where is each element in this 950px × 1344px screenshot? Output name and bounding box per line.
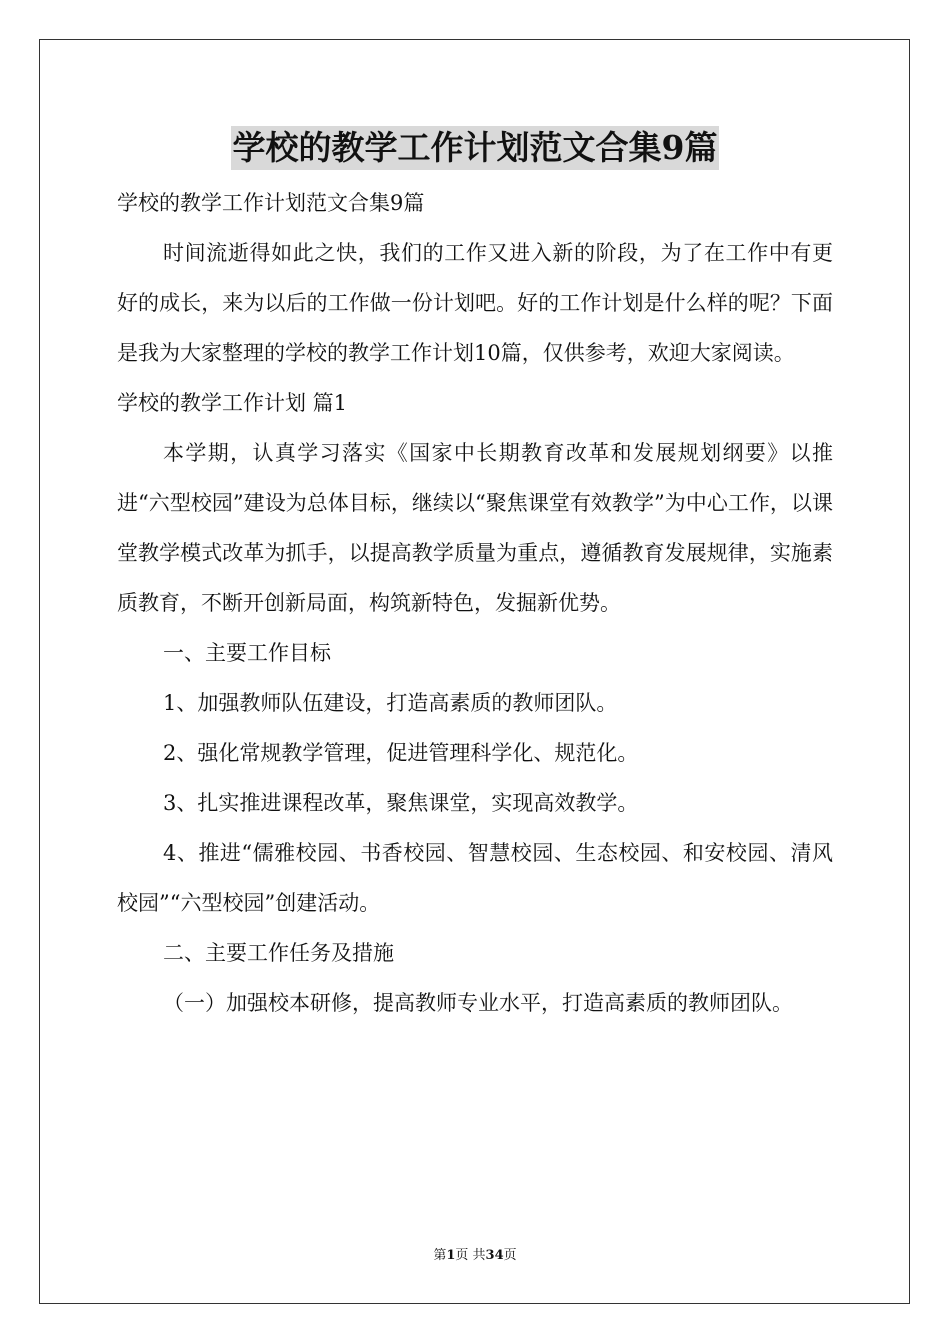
paragraph: （一）加强校本研修，提高教师专业水平，打造高素质的教师团队。	[163, 991, 793, 1015]
page-footer	[0, 1247, 950, 1265]
page-suffix: 页	[503, 1248, 517, 1263]
title-container	[0, 126, 950, 170]
section-heading: 学校的教学工作计划 篇1	[117, 391, 348, 415]
section-heading: 一、主要工作目标	[163, 641, 331, 665]
page-total: 34	[485, 1248, 504, 1263]
list-item: 1、加强教师队伍建设，打造高素质的教师团队。	[163, 691, 618, 715]
paragraph: 学校的教学工作计划范文合集9篇	[117, 191, 425, 215]
list-item: 2、强化常规教学管理，促进管理科学化、规范化。	[163, 741, 639, 765]
page-mid: 页 共	[455, 1248, 486, 1263]
section-heading: 二、主要工作任务及措施	[163, 941, 394, 965]
paragraph: 本学期，认真学习落实《国家中长期教育改革和发展规划纲要》以推进“六型校园”建设为总体目标，继续以“聚焦课堂有效教学”为中心工作，以课堂教学模式改革为抓手，以提高教学质量为重点，遵循教育发展规律，实施素质教育，不断开创新局面，构筑新特色，发掘新优势。	[117, 441, 833, 615]
paragraph: 时间流逝得如此之快，我们的工作又进入新的阶段，为了在工作中有更好的成长，来为以后的工作做一份计划吧。好的工作计划是什么样的呢？下面是我为大家整理的学校的教学工作计划10篇，仅供参考，欢迎大家阅读。	[117, 241, 833, 365]
list-item: 3、扎实推进课程改革，聚焦课堂，实现高效教学。	[163, 791, 639, 815]
page-current: 1	[446, 1248, 456, 1263]
page-prefix: 第	[433, 1248, 447, 1263]
document-title: 学校的教学工作计划范文合集9篇	[231, 126, 720, 170]
list-item: 4、推进“儒雅校园、书香校园、智慧校园、生态校园、和安校园、清风校园”“六型校园”创建活动。	[117, 841, 833, 915]
document-body	[117, 178, 833, 1028]
